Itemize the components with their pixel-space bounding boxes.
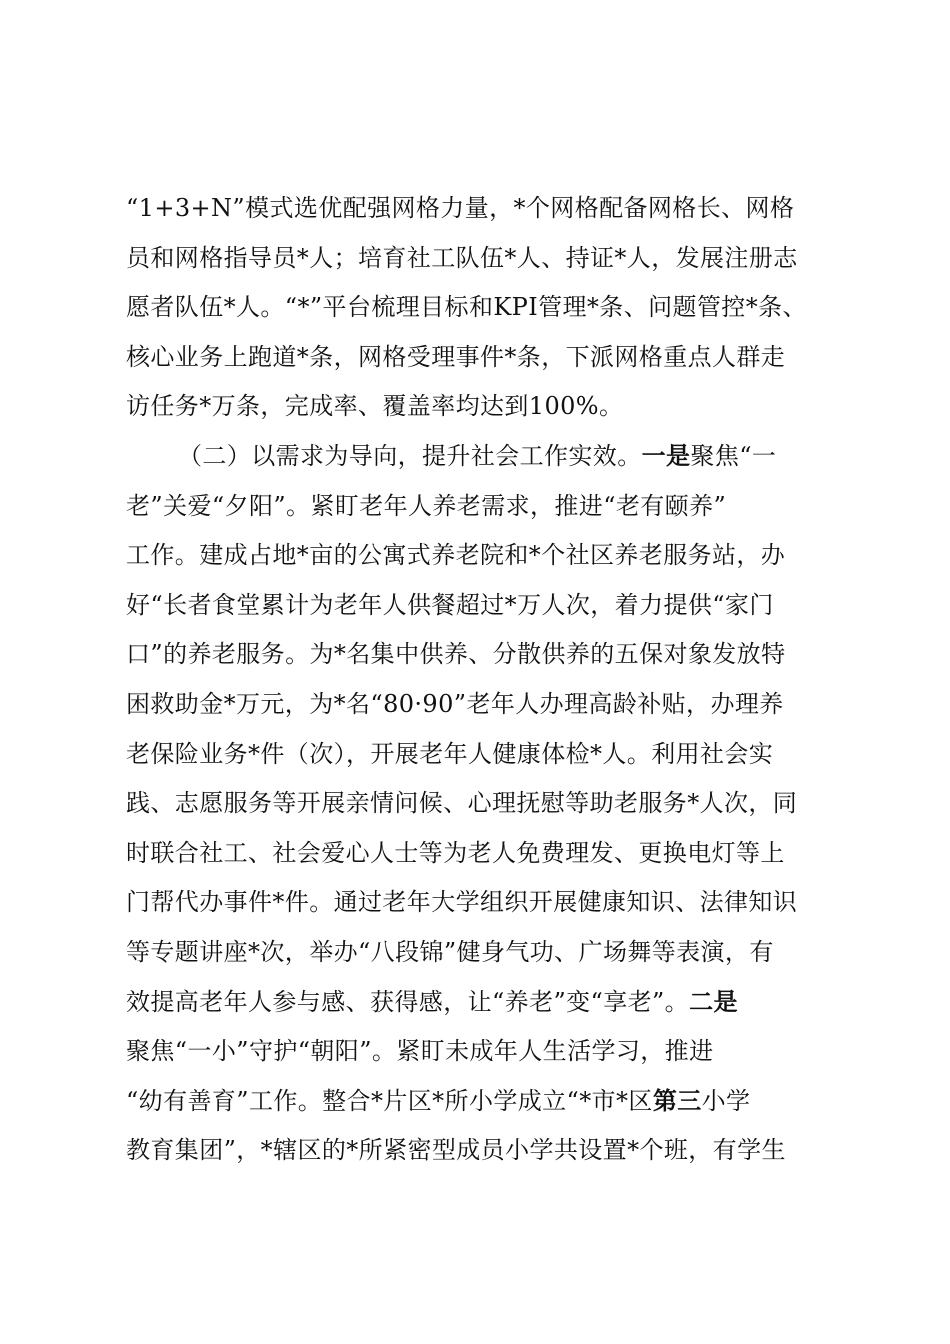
text-run: 践、志愿服务等开展亲情问候、心理抚慰等助老服务*人次，同 <box>126 789 798 818</box>
text-line <box>126 630 836 680</box>
text-run-bold: 二是 <box>689 987 738 1016</box>
text-line <box>126 779 836 829</box>
text-run: 教育集团”，*辖区的*所紧密型成员小学共设置*个班，有学生 <box>126 1136 786 1165</box>
text-line <box>126 1126 836 1176</box>
text-line <box>126 878 836 928</box>
text-run: 等专题讲座*次，举办“八段锦”健身气功、广场舞等表演，有 <box>126 937 774 966</box>
text-run: 老”关爱“夕阳”。紧盯老年人养老需求，推进“老有颐养” <box>126 491 727 520</box>
text-line <box>126 531 836 581</box>
text-line <box>126 382 836 432</box>
text-line <box>126 432 836 482</box>
text-line <box>126 482 836 532</box>
text-line <box>126 730 836 780</box>
text-run: “1+3+N”模式选优配强网格力量，*个网格配备网格长、网格 <box>126 194 795 222</box>
text-run: 核心业务上跑道*条，网格受理事件*条，下派网格重点人群走 <box>126 342 786 371</box>
text-run: 门帮代办事件*件。通过老年大学组织开展健康知识、法律知识 <box>126 888 798 917</box>
text-line <box>126 928 836 978</box>
text-line <box>126 184 836 234</box>
text-line <box>126 1077 836 1127</box>
text-run: 好“长者食堂累计为老年人供餐超过*万人次，着力提供“家门 <box>126 590 774 619</box>
text-run: 困救助金*万元，为*名“80·90”老年人办理高龄补贴，办理养 <box>126 689 784 718</box>
text-run: “幼有善育”工作。整合*片区*所小学成立“*市*区 <box>126 1086 653 1115</box>
text-run-bold: 一是 <box>641 441 691 470</box>
text-line <box>126 333 836 383</box>
text-run: 口”的养老服务。为*名集中供养、分散供养的五保对象发放特 <box>126 640 786 669</box>
text-run: 访任务*万条，完成率、覆盖率均达到100%。 <box>126 392 624 421</box>
text-line <box>126 978 836 1028</box>
text-run: 聚焦“一小”守护“朝阳”。紧盯未成年人生活学习，推进 <box>126 1037 714 1066</box>
text-run: 聚焦“一 <box>690 441 777 470</box>
text-run-bold: 第三 <box>652 1086 702 1115</box>
text-line <box>126 680 836 730</box>
text-run: 小学 <box>701 1086 751 1115</box>
text-run: 效提高老年人参与感、获得感，让“养老”变“享老”。 <box>126 987 690 1016</box>
text-line <box>126 234 836 284</box>
text-run: 时联合社工、社会爱心人士等为老人免费理发、更换电灯等上 <box>126 838 785 867</box>
text-run: 工作。建成占地*亩的公寓式养老院和*个社区养老服务站，办 <box>126 541 786 570</box>
text-run: 员和网格指导员*人；培育社工队伍*人、持证*人，发展注册志 <box>126 243 798 272</box>
text-run: 愿者队伍*人。“*”平台梳理目标和KPI管理*条、问题管控*条、 <box>126 293 807 322</box>
text-line <box>126 283 836 333</box>
text-run: （二）以需求为导向，提升社会工作实效。 <box>178 441 642 470</box>
text-line <box>126 581 836 631</box>
text-run: 老保险业务*件（次），开展老年人健康体检*人。利用社会实 <box>126 739 774 768</box>
text-line <box>126 829 836 879</box>
text-line <box>126 1027 836 1077</box>
document-body <box>126 184 836 1176</box>
